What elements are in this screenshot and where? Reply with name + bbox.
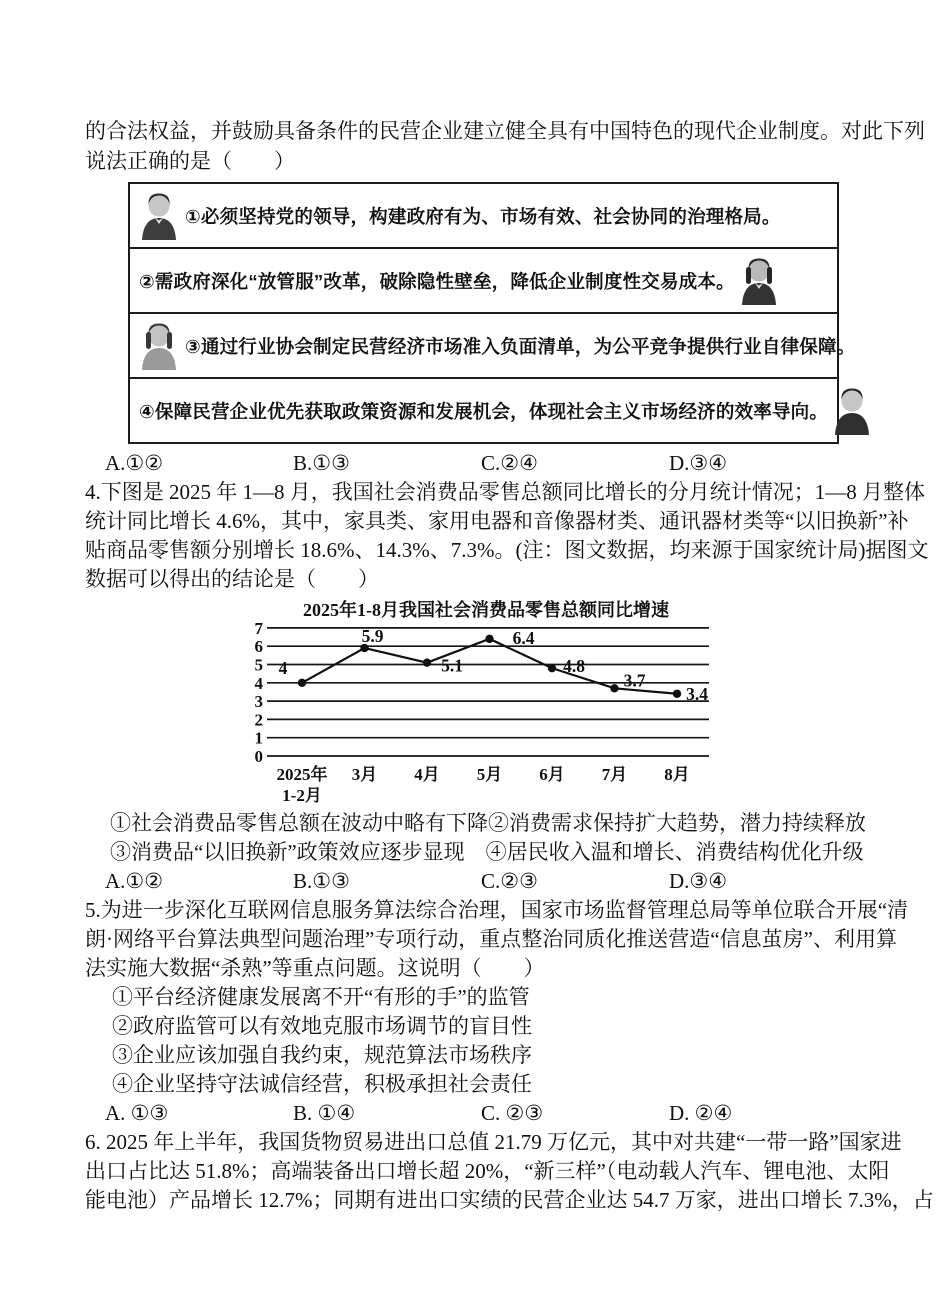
question-4-stem [85,478,929,594]
q6-line-2: 出口占比达 51.8%；高端装备出口增长超 20%，“新三样”（电动载人汽车、锂电池、太阳 [85,1159,890,1183]
data-point [423,658,431,666]
option-a: A. ①③ [105,1101,169,1125]
consumption-line-chart [248,594,718,809]
data-point [673,690,681,698]
option-c: C. ②③ [481,1101,544,1125]
stem-line-2: 说法正确的是（ ） [85,149,295,173]
data-label: 6.4 [512,627,535,648]
male-avatar-icon [139,191,179,241]
x-axis-label: 1-2月 [282,786,322,805]
x-axis-label: 4月 [414,765,440,784]
q5-statement-1: ①平台经济健康发展离不开“有形的手”的监管 [112,985,530,1009]
y-tick-label: 5 [254,655,263,675]
x-axis-label: 5月 [476,765,503,784]
data-label: 4.8 [563,656,585,677]
option-d: D. ②④ [669,1101,733,1125]
data-label: 3.7 [623,670,646,691]
data-label: 5.9 [361,626,384,647]
retail-growth-chart-block [85,594,910,809]
option-b: B.①③ [293,869,350,893]
option-a: A.①② [105,869,164,893]
y-tick-label: 4 [254,673,263,693]
table-row [130,184,837,249]
x-axis-label: 2025年 [276,765,328,784]
q4-line-2: 统计同比增长 4.6%，其中，家具类、家用电器和音像器材类、通讯器材类等“以旧换新”补 [85,509,909,533]
q5-line-2: 朗·网络平台算法典型问题治理”专项行动，重点整治同质化推送营造“信息茧房”、利用算 [85,927,897,951]
question-3-stem [85,116,925,176]
question-4-statements [85,809,910,867]
q4-line-3: 贴商品零售额分别增长 18.6%、14.3%、7.3%。(注：图文数据，均来源于国家统计局)据图文 [85,538,929,562]
q5-statement-4: ④企业坚持守法诚信经营，积极承担社会责任 [112,1072,532,1096]
question-5-stem [85,896,910,983]
q6-line-3: 能电池）产品增长 12.7%；同期有进出口实绩的民营企业达 54.7 万家，进出口增长 7.3%，占 [85,1188,934,1212]
answer-options-row-q4 [105,867,910,896]
q5-statement-3: ③企业应该加强自我约束，规范算法市场秩序 [112,1043,532,1067]
question-6-stem [85,1128,934,1215]
option-d: D.③④ [669,869,728,893]
table-statement-3: ③通过行业协会制定民营经济市场准入负面清单，为公平竞争提供行业自律保障。 [185,335,856,357]
stem-line-1: 的合法权益，并鼓励具备条件的民营企业建立健全具有中国特色的现代企业制度。对此下列 [85,119,925,143]
y-tick-label: 3 [254,692,263,712]
answer-options-row-q3 [105,449,910,478]
q5-line-1: 5.为进一步深化互联网信息服务算法综合治理，国家市场监督管理总局等单位联合开展“清 [85,898,909,922]
table-statement-2: ②需政府深化“放管服”改革，破除隐性壁垒，降低企业制度性交易成本。 [139,270,735,292]
table-statement-1: ①必须坚持党的领导，构建政府有为、市场有效、社会协同的治理格局。 [185,205,781,227]
q4-line-4: 数据可以得出的结论是（ ） [85,567,379,591]
y-tick-label: 6 [254,637,263,657]
y-tick-label: 1 [254,728,263,748]
q5-line-3: 法实施大数据“杀熟”等重点问题。这说明（ ） [85,956,545,980]
option-c: C.②④ [481,451,538,475]
option-d: D.③④ [669,451,728,475]
chart-title: 2025年1-8月我国社会消费品零售总额同比增速 [303,600,669,620]
x-axis-label: 8月 [664,765,690,784]
x-axis-label: 3月 [351,765,378,784]
female-avatar-icon [739,256,779,306]
answer-options-row-q5 [105,1099,910,1128]
data-point [610,684,618,692]
x-axis-label: 7月 [601,765,628,784]
series-line [302,639,677,694]
y-tick-label: 0 [254,747,263,766]
female-avatar-icon [139,321,179,371]
q5-statement-2: ②政府监管可以有效地克服市场调节的盲目性 [112,1014,532,1038]
y-tick-label: 7 [254,618,263,638]
q4-line-1: 4.下图是 2025 年 1—8 月，我国社会消费品零售总额同比增长的分月统计情况；1—8 月整体 [85,480,925,504]
table-row [130,249,837,314]
male-avatar-icon [832,386,872,436]
data-label: 3.4 [686,683,708,704]
statement-table [128,182,856,444]
q4-statement-line-1: ①社会消费品零售总额在波动中略有下降②消费需求保持扩大趋势，潜力持续释放 [110,811,866,835]
data-point [485,635,493,643]
x-axis-label: 6月 [539,765,565,784]
table-row [130,379,837,442]
table-statement-4: ④保障民营企业优先获取政策资源和发展机会，体现社会主义市场经济的效率导向。 [139,400,829,422]
q6-line-1: 6. 2025 年上半年，我国货物贸易进出口总值 21.79 万亿元，其中对共建“一带一路”国家进 [85,1130,902,1154]
q4-statement-line-2: ③消费品“以旧换新”政策效应逐步显现 ④居民收入温和增长、消费结构优化升级 [110,840,864,864]
option-c: C.②③ [481,869,538,893]
y-tick-label: 2 [254,710,263,730]
option-a: A.①② [105,451,164,475]
option-b: B. ①④ [293,1101,356,1125]
data-label: 4 [278,657,288,678]
option-b: B.①③ [293,451,350,475]
data-label: 5.1 [441,655,463,676]
table-row [130,314,856,379]
data-point [548,664,556,672]
question-5-statements [85,983,910,1099]
data-point [298,679,306,687]
